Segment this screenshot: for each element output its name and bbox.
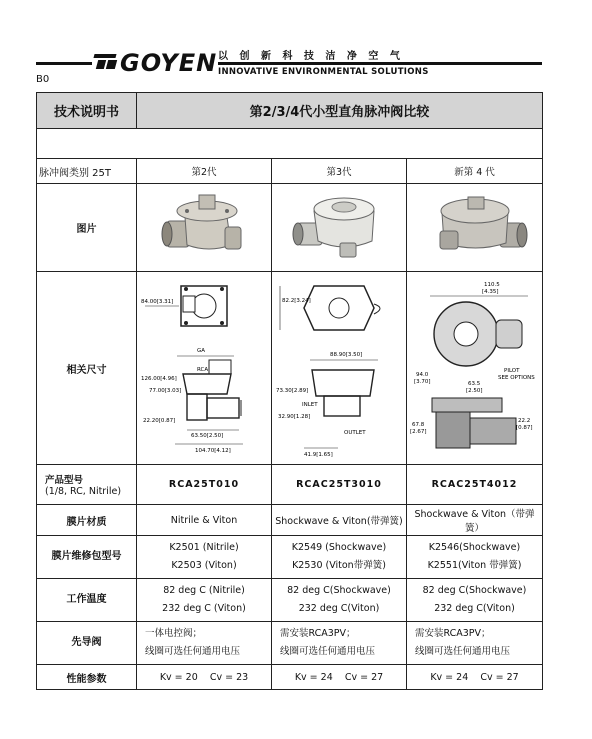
dimension-label: 相关尺寸 (37, 272, 137, 465)
gen-4-pilot-1: 需安装RCA3PV； (415, 628, 491, 639)
main-title: 第2/3/4代小型直角脉冲阀比较 (137, 93, 543, 129)
category-label: 脉冲阀类别 25T (37, 159, 137, 184)
gen-3-header: 第3代 (272, 159, 407, 184)
gen-2-pilot-1: 一体电控阀； (145, 628, 203, 639)
picture-row (37, 184, 543, 272)
gen-2-photo (137, 184, 272, 272)
gen-3-model: RCAC25T3010 (272, 465, 407, 505)
gen-3-temp-1: 82 deg C(Shockwave) (287, 585, 391, 596)
g4-d1b: [3.70] (413, 378, 431, 385)
temperature-row (37, 579, 543, 622)
gen-3-pilot-1: 需安装RCA3PV； (280, 628, 356, 639)
header-rule (218, 62, 542, 65)
gen-3-pilot (272, 622, 407, 665)
gen-3-perf: Kv = 24 Cv = 27 (272, 665, 407, 690)
g3-outlet: OUTLET (344, 429, 366, 436)
performance-row (37, 665, 543, 690)
gen-3-kit-1: K2549 (Shockwave) (291, 542, 387, 553)
g4-h1: 67.8 (411, 421, 424, 428)
gen-3-kit-2: K2530 (Viton带弹簧) (292, 560, 386, 571)
picture-label: 图片 (37, 184, 137, 272)
gen-4-material: Shockwave & Viton（带弹簧） (407, 505, 543, 536)
pilot-label: 先导阀 (37, 622, 137, 665)
tagline-chinese: 以 创 新 科 技 洁 净 空 气 (218, 51, 404, 62)
gen-2-material: Nitrile & Viton (137, 505, 272, 536)
gen-2-temp (137, 579, 272, 622)
material-label: 膜片材质 (37, 505, 137, 536)
model-label (37, 465, 137, 505)
pilot-row (37, 622, 543, 665)
gen-4-header: 新第 4 代 (407, 159, 543, 184)
valve-photo-gen3 (284, 187, 394, 265)
temperature-label: 工作温度 (37, 579, 137, 622)
g2-w1: 63.50[2.50] (191, 432, 224, 439)
g4-see-options: SEE OPTIONS (497, 374, 535, 381)
kit-label: 膜片维修包型号 (37, 536, 137, 579)
g2-w2: 104.70[4.12] (195, 447, 231, 454)
g2-h3: 22.20[0.87] (143, 417, 176, 424)
g4-d1: 94.0 (415, 371, 428, 378)
tagline-english: INNOVATIVE ENVIRONMENTAL SOLUTIONS (218, 67, 429, 77)
gen-3-photo (272, 184, 407, 272)
dimension-drawing-gen4 (410, 274, 540, 460)
g3-w1: 88.90[3.50] (330, 351, 363, 358)
gen-2-temp-1: 82 deg C (Nitrile) (163, 585, 245, 596)
gen-3-temp-2: 232 deg C(Viton) (298, 603, 380, 614)
dimension-row (37, 272, 543, 465)
page-header (0, 0, 592, 85)
gen-4-pilot (407, 622, 543, 665)
dimension-drawing-gen2 (139, 274, 269, 460)
g2-h2: 77.00[3.03] (149, 387, 182, 394)
g3-h2: 32.90[1.28] (278, 413, 311, 420)
g4-h2b: [0.87] (515, 424, 533, 431)
gen-4-kit-1: K2546(Shockwave) (428, 542, 521, 553)
gen-2-pilot-2: 线圈可选任何通用电压 (145, 646, 241, 657)
g4-w1: 110.5 (483, 281, 500, 288)
doc-title: 技术说明书 (37, 93, 137, 129)
g4-pilot: PILOT (503, 367, 519, 374)
g2-top-dim: 84.00[3.31] (141, 298, 174, 305)
g4-w2: 63.5 (467, 380, 480, 387)
model-row (37, 465, 543, 505)
gen-4-drawing (407, 272, 543, 465)
gen-2-temp-2: 232 deg C (Viton) (162, 603, 246, 614)
gen-2-kit-1: K2501 (Nitrile) (169, 542, 239, 553)
brand-logo: GOYEN (120, 49, 218, 77)
g4-w1b: [4.35] (481, 288, 499, 295)
gen-4-temp-1: 82 deg C(Shockwave) (422, 585, 527, 596)
gen-2-perf: Kv = 20 Cv = 23 (137, 665, 272, 690)
kit-row (37, 536, 543, 579)
comparison-table (36, 92, 543, 690)
gen-4-perf: Kv = 24 Cv = 27 (407, 665, 543, 690)
g3-inlet: INLET (302, 401, 318, 408)
gen-2-model: RCA25T010 (137, 465, 272, 505)
valve-photo-gen2 (149, 187, 259, 265)
g3-top-dim: 82.2[3.24] (282, 297, 311, 304)
gen-4-photo (407, 184, 543, 272)
gen-3-kit (272, 536, 407, 579)
model-label-line1: 产品型号 (45, 475, 84, 486)
g2-h1: 126.00[4.96] (141, 375, 177, 382)
g4-h1b: [2.67] (409, 428, 427, 435)
gen-2-header: 第2代 (137, 159, 272, 184)
generation-row (37, 159, 543, 184)
gen-4-temp (407, 579, 543, 622)
blank-row (37, 129, 543, 159)
goyen-logo-mark (94, 54, 116, 69)
g4-h2: 22.2 (517, 417, 530, 424)
gen-4-model: RCAC25T4012 (407, 465, 543, 505)
model-label-line2: (1/8, RC, Nitrile) (45, 486, 122, 497)
gen-2-drawing (137, 272, 272, 465)
gen-3-drawing (272, 272, 407, 465)
g2-ga: GA (197, 347, 206, 354)
valve-photo-gen4 (420, 187, 530, 265)
gen-3-temp (272, 579, 407, 622)
gen-4-temp-2: 232 deg C(Viton) (434, 603, 515, 614)
gen-3-material: Shockwave & Viton(带弹簧) (272, 505, 407, 536)
title-row (37, 93, 543, 129)
g4-w2b: [2.50] (465, 387, 483, 394)
gen-3-pilot-2: 线圈可选任何通用电压 (280, 646, 376, 657)
gen-2-kit (137, 536, 272, 579)
gen-2-kit-2: K2503 (Viton) (171, 560, 237, 571)
g3-w2: 41.9[1.65] (304, 451, 333, 458)
header-rule-left (36, 62, 92, 65)
page-id: B0 (36, 74, 50, 85)
gen-2-pilot (137, 622, 272, 665)
gen-4-kit (407, 536, 543, 579)
g3-h1: 73.30[2.89] (276, 387, 309, 394)
gen-4-pilot-2: 线圈可选任何通用电压 (415, 646, 511, 657)
gen-4-kit-2: K2551(Viton 带弹簧) (427, 560, 522, 571)
g2-rca: RCA (197, 366, 209, 373)
dimension-drawing-gen3 (274, 274, 404, 460)
material-row (37, 505, 543, 536)
performance-label: 性能参数 (37, 665, 137, 690)
